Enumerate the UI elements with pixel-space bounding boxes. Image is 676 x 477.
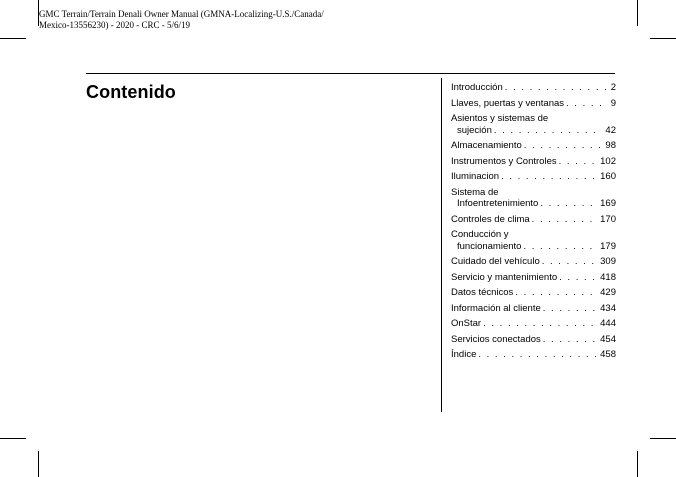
toc-entry-page: 102 <box>600 155 616 167</box>
toc-leader-dots <box>540 198 597 210</box>
toc-entry-page: 444 <box>600 318 616 329</box>
toc-leader-dots <box>559 272 597 284</box>
toc-entry-page: 454 <box>600 333 616 345</box>
column-divider <box>441 78 442 412</box>
toc-entry-title: Controles de clima <box>451 213 530 225</box>
toc-entry-page: 434 <box>600 302 616 314</box>
toc-entry-title: Llaves, puertas y ventanas <box>451 97 565 109</box>
toc-leader-dots <box>515 287 597 299</box>
toc-entry-page: 169 <box>600 198 616 209</box>
toc-leader-dots <box>566 98 608 110</box>
toc-entry[interactable] <box>451 349 616 361</box>
toc-entry[interactable] <box>451 256 616 268</box>
toc-leader-dots <box>478 349 597 361</box>
toc-entry-title: Servicio y mantenimiento <box>451 271 558 283</box>
toc-entry[interactable] <box>451 156 616 168</box>
toc-entry[interactable] <box>451 187 616 210</box>
toc-entry-title-line1: Asientos y sistemas de <box>451 113 549 124</box>
toc-entry-title: Servicios conectados <box>451 333 541 345</box>
header-line-2: Mexico-13556230) - 2020 - CRC - 5/6/19 <box>39 20 190 30</box>
crop-mark <box>637 451 638 477</box>
toc-entry-page: 418 <box>600 271 616 283</box>
toc-entry[interactable] <box>451 334 616 346</box>
toc-leader-dots <box>543 303 597 315</box>
toc-leader-dots <box>532 214 597 226</box>
crop-mark <box>0 38 26 39</box>
horizontal-rule <box>86 73 615 74</box>
crop-mark <box>38 451 39 477</box>
toc-entry-title: sujeción <box>457 124 492 136</box>
toc-leader-dots <box>494 125 603 137</box>
page-title: Contenido <box>86 82 176 102</box>
toc-entry[interactable] <box>451 229 616 252</box>
crop-mark <box>650 38 676 39</box>
document-header <box>39 9 324 31</box>
toc-entry-page: 42 <box>605 124 616 136</box>
toc-entry-page: 98 <box>605 140 616 151</box>
toc-entry[interactable] <box>451 113 616 136</box>
toc-entry[interactable] <box>451 140 616 152</box>
toc-entry-page: 170 <box>600 213 616 225</box>
toc-entry[interactable] <box>451 272 616 284</box>
crop-mark <box>637 0 638 26</box>
toc-entry-page: 160 <box>600 171 616 182</box>
toc-entry-title: Iluminacion <box>451 171 500 182</box>
toc-entry[interactable] <box>451 82 616 94</box>
toc-entry-title: Información al cliente <box>451 302 541 314</box>
toc-leader-dots <box>542 256 597 268</box>
toc-entry-page: 429 <box>600 287 616 298</box>
toc-leader-dots <box>523 241 597 253</box>
toc-entry-title: Instrumentos y Controles <box>451 155 557 167</box>
toc-leader-dots <box>524 140 603 152</box>
toc-entry[interactable] <box>451 318 616 330</box>
toc-leader-dots <box>505 82 608 94</box>
toc-entry[interactable] <box>451 214 616 226</box>
toc-entry[interactable] <box>451 171 616 183</box>
toc-entry-title-line1: Conducción y <box>451 229 509 240</box>
toc-entry-title: Cuidado del vehículo <box>451 256 540 267</box>
crop-mark <box>0 438 26 439</box>
toc-leader-dots <box>483 318 597 330</box>
crop-mark <box>650 438 676 439</box>
toc-entry-page: 9 <box>610 97 616 109</box>
toc-entry-page: 179 <box>600 240 616 252</box>
toc-entry-title: Infoentretenimiento <box>457 198 539 209</box>
toc-entry[interactable] <box>451 98 616 110</box>
toc-entry-title: Introducción <box>451 82 503 93</box>
toc-entry-page: 2 <box>610 82 616 93</box>
table-of-contents <box>451 82 616 365</box>
toc-entry-title: Índice <box>451 349 477 360</box>
toc-entry-title: OnStar <box>451 318 482 329</box>
toc-entry-page: 458 <box>600 349 616 360</box>
toc-entry-title: Almacenamiento <box>451 140 522 151</box>
toc-entry-title: funcionamiento <box>457 240 522 252</box>
toc-entry-title-line1: Sistema de <box>451 186 499 198</box>
toc-leader-dots <box>501 171 597 183</box>
toc-leader-dots <box>543 334 597 346</box>
toc-entry[interactable] <box>451 303 616 315</box>
header-line-1: GMC Terrain/Terrain Denali Owner Manual (GMNA-Localizing-U.S./Canada/ <box>39 9 324 19</box>
toc-entry[interactable] <box>451 287 616 299</box>
toc-leader-dots <box>559 156 598 168</box>
toc-entry-title: Datos técnicos <box>451 287 514 298</box>
toc-entry-page: 309 <box>600 256 616 267</box>
